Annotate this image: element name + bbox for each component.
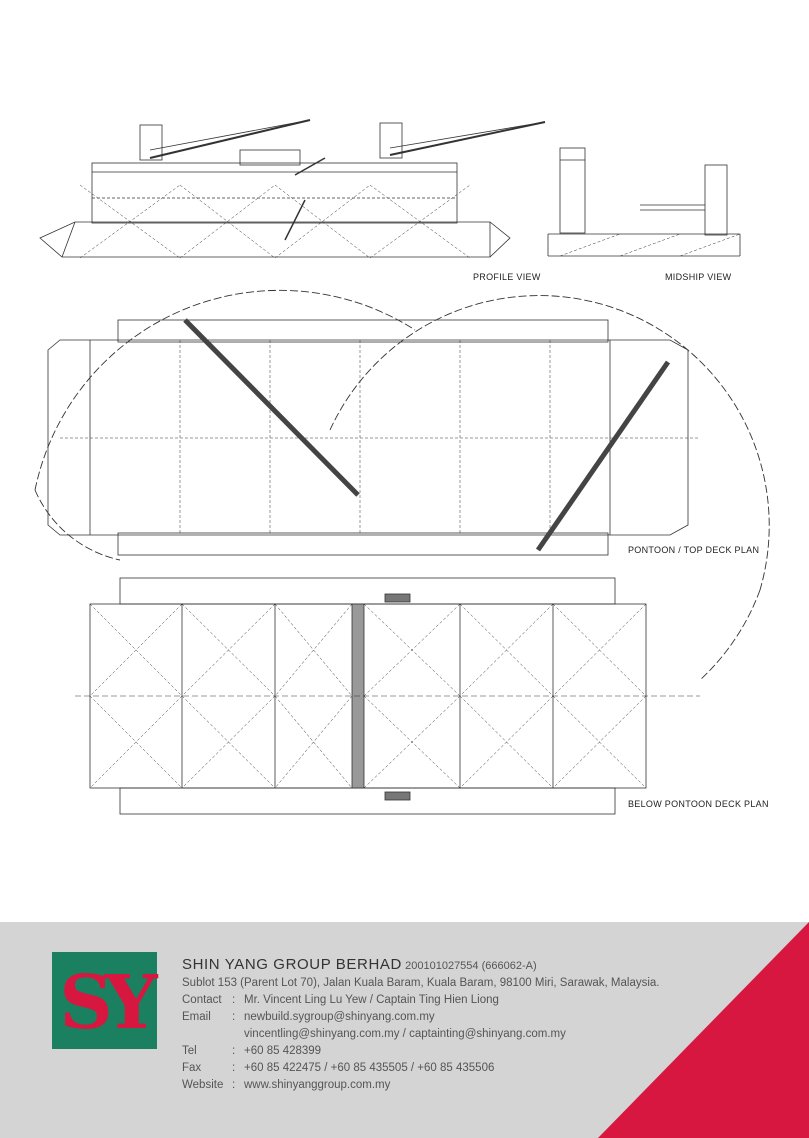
midship-view-label: MIDSHIP VIEW	[665, 272, 732, 282]
website-sep: :	[232, 1079, 236, 1091]
company-footer	[0, 922, 809, 1138]
contact-value: Mr. Vincent Ling Lu Yew / Captain Ting Hien Liong	[244, 994, 499, 1006]
company-info	[182, 956, 660, 1094]
company-logo	[52, 952, 157, 1049]
tel-row	[182, 1043, 660, 1060]
website-key: Website	[182, 1079, 224, 1091]
company-name: SHIN YANG GROUP BERHAD	[182, 956, 402, 973]
fax-row	[182, 1060, 660, 1077]
profile-view-drawing	[40, 120, 545, 258]
company-heading	[182, 956, 660, 975]
email-row	[182, 1009, 660, 1026]
fax-value: +60 85 422475 / +60 85 435505 / +60 85 435506	[244, 1062, 495, 1074]
profile-view-label: PROFILE VIEW	[473, 272, 541, 282]
logo-text: SY	[59, 960, 150, 1046]
email-key: Email	[182, 1011, 211, 1023]
tel-key: Tel	[182, 1045, 197, 1057]
website-link[interactable]: www.shinyanggroup.com.my	[244, 1079, 391, 1091]
top-deck-plan-drawing	[35, 290, 769, 680]
email-indent	[182, 1026, 232, 1043]
email-row-2	[182, 1026, 660, 1043]
below-deck-plan-drawing	[75, 578, 700, 814]
below-deck-plan-label: BELOW PONTOON DECK PLAN	[628, 799, 769, 809]
email-sep: :	[232, 1011, 236, 1023]
tel-sep: :	[232, 1045, 236, 1057]
email-value-1[interactable]: newbuild.sygroup@shinyang.com.my	[244, 1011, 435, 1023]
website-row	[182, 1077, 660, 1094]
fax-sep: :	[232, 1062, 236, 1074]
midship-view-drawing	[548, 148, 740, 256]
company-address: Sublot 153 (Parent Lot 70), Jalan Kuala Baram, Kuala Baram, 98100 Miri, Sarawak, Malaysia.	[182, 977, 660, 989]
contact-sep: :	[232, 994, 236, 1006]
top-deck-plan-label: PONTOON / TOP DECK PLAN	[628, 545, 760, 555]
contact-row	[182, 992, 660, 1009]
tel-value[interactable]: +60 85 428399	[244, 1045, 322, 1057]
email-indent-sep	[232, 1026, 244, 1043]
email-value-2[interactable]: vincentling@shinyang.com.my / captainting@shinyang.com.my	[244, 1028, 566, 1040]
fax-key: Fax	[182, 1062, 202, 1074]
contact-key: Contact	[182, 994, 222, 1006]
registration-number: 200101027554 (666062-A)	[405, 960, 537, 972]
